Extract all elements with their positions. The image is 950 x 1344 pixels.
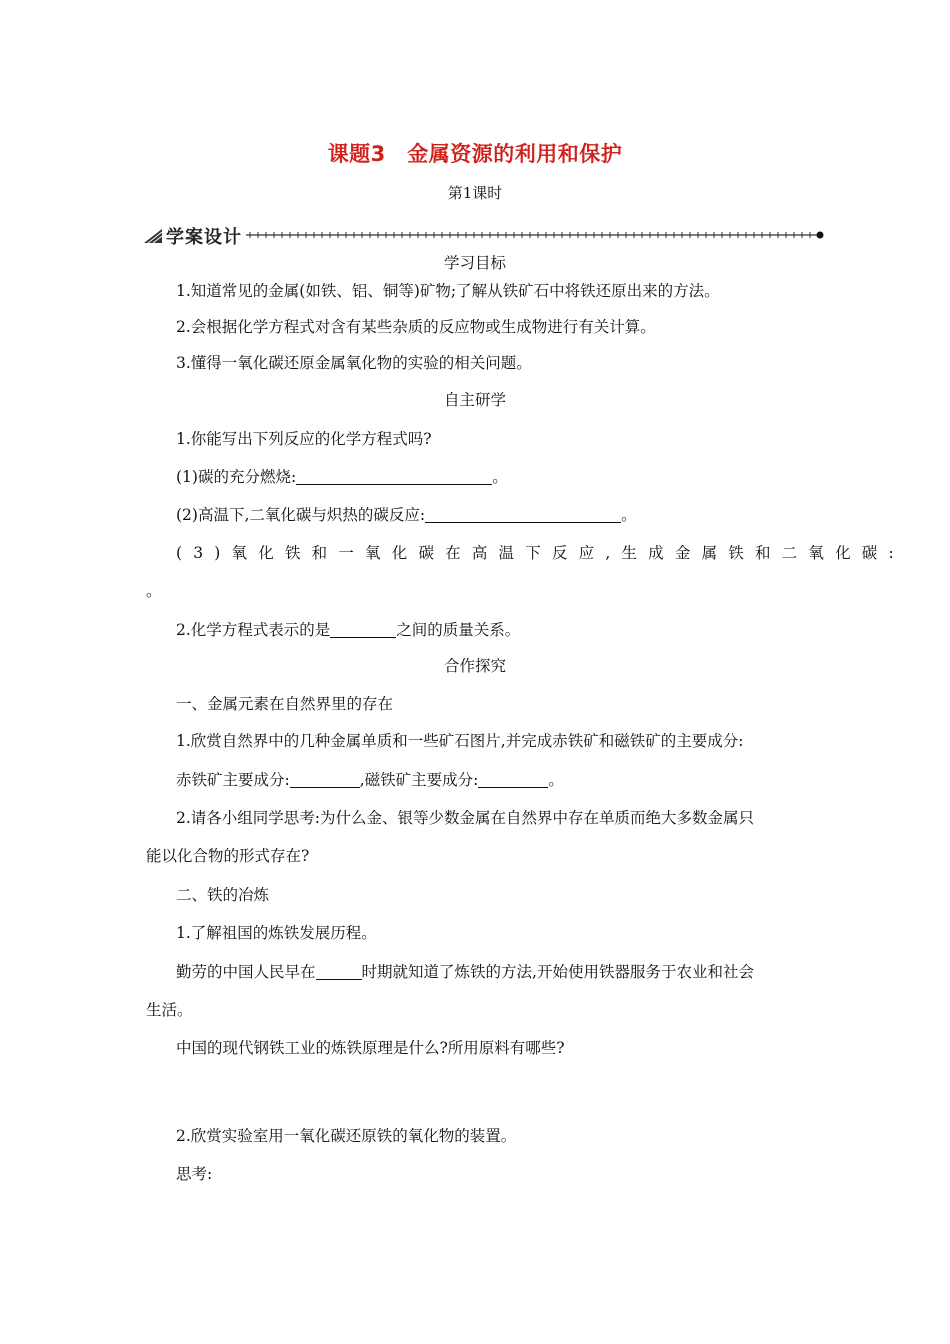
period: 。	[621, 506, 637, 524]
magnetite-blank[interactable]	[478, 771, 548, 788]
history-pre: 勤劳的中国人民早在	[176, 963, 316, 981]
part2-question-2: 2.欣赏实验室用一氧化碳还原铁的氧化物的装置。	[176, 1127, 517, 1145]
answer-blank[interactable]	[425, 506, 621, 523]
part1-heading: 一、金属元素在自然界里的存在	[176, 695, 394, 713]
part1-question-1-answers	[176, 770, 564, 790]
question-1: 1.你能写出下列反应的化学方程式吗?	[176, 430, 432, 448]
banner-dotted-rule	[246, 223, 826, 247]
coop-heading: 合作探究	[443, 657, 506, 675]
banner-label: 学案设计	[166, 227, 242, 248]
question-1b	[176, 505, 637, 525]
goal-3: 3.懂得一氧化碳还原金属氧化物的实验的相关问题。	[176, 354, 532, 372]
period: 。	[492, 468, 508, 486]
question-2-pre: 2.化学方程式表示的是	[176, 621, 331, 639]
question-1c-end: 。	[146, 582, 162, 600]
lesson-subtitle: 第1课时	[447, 184, 503, 202]
goal-2: 2.会根据化学方程式对含有某些杂质的反应物或生成物进行有关计算。	[176, 318, 656, 336]
magnetite-label: ,磁铁矿主要成分:	[359, 771, 479, 789]
hematite-label: 赤铁矿主要成分:	[176, 771, 290, 789]
section-banner	[142, 223, 824, 247]
banner-triangle-icon	[142, 227, 164, 245]
part1-question-2-line1: 2.请各小组同学思考:为什么金、银等少数金属在自然界中存在单质而绝大多数金属只	[176, 809, 755, 827]
answer-blank[interactable]	[296, 468, 492, 485]
part2-heading: 二、铁的冶炼	[176, 886, 270, 904]
question-1a	[176, 467, 508, 487]
question-1a-text: (1)碳的充分燃烧:	[176, 468, 297, 486]
part2-question-1-line3: 中国的现代钢铁工业的炼铁原理是什么?所用原料有哪些?	[176, 1039, 565, 1057]
question-1c: (3)氧化铁和一氧化碳在高温下反应,生成金属铁和二氧化碳:	[176, 544, 905, 562]
question-2-post: 之间的质量关系。	[396, 621, 521, 639]
self-study-heading: 自主研学	[443, 391, 506, 409]
part2-question-1-line2: 生活。	[146, 1001, 193, 1019]
history-post: 时期就知道了炼铁的方法,开始使用铁器服务于农业和社会	[361, 963, 754, 981]
page-title: 课题3 金属资源的利用和保护	[327, 142, 623, 166]
part2-question-1: 1.了解祖国的炼铁发展历程。	[176, 924, 377, 942]
period: 。	[548, 771, 564, 789]
goal-1: 1.知道常见的金属(如铁、铝、铜等)矿物;了解从铁矿石中将铁还原出来的方法。	[176, 282, 720, 300]
goals-heading: 学习目标	[443, 254, 506, 272]
part2-question-1-line1	[176, 962, 754, 982]
answer-blank[interactable]	[330, 621, 396, 638]
question-1b-text: (2)高温下,二氧化碳与炽热的碳反应:	[176, 506, 426, 524]
part1-question-2-line2: 能以化合物的形式存在?	[146, 847, 310, 865]
think-label: 思考:	[176, 1165, 213, 1183]
hematite-blank[interactable]	[290, 771, 360, 788]
part1-question-1: 1.欣赏自然界中的几种金属单质和一些矿石图片,并完成赤铁矿和磁铁矿的主要成分:	[176, 732, 744, 750]
question-2	[176, 620, 520, 640]
period-blank[interactable]	[316, 963, 362, 980]
